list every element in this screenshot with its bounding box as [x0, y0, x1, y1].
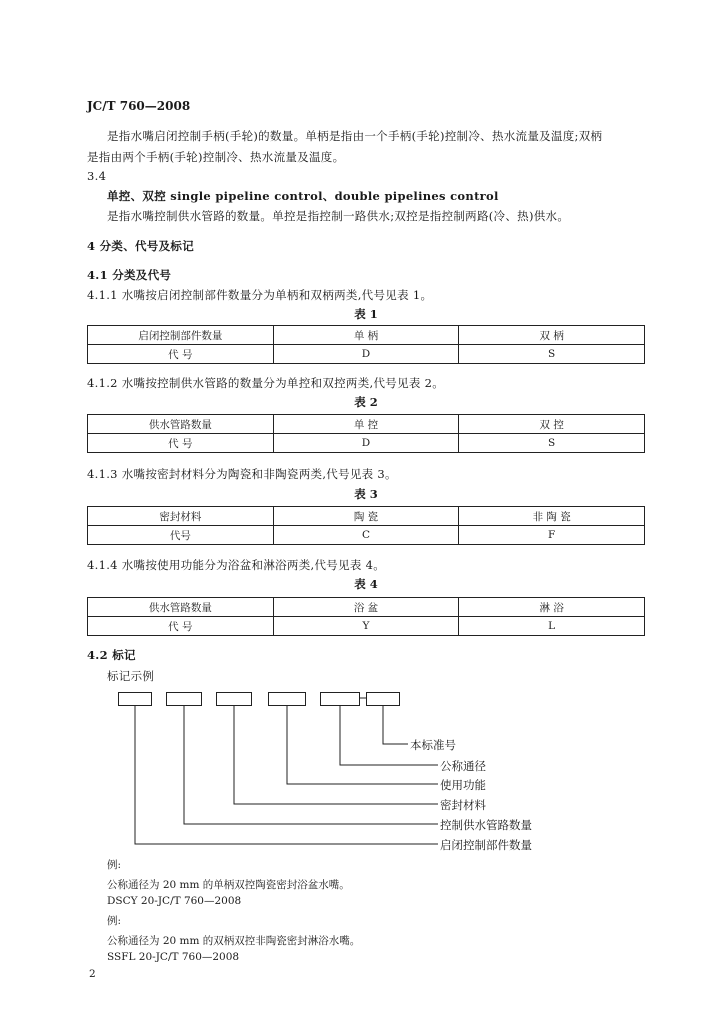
table-cell: 代 号	[88, 617, 274, 636]
diagram-label: 启闭控制部件数量	[440, 838, 532, 852]
table-cell: 供水管路数量	[88, 415, 274, 434]
document-header: JC/T 760—2008	[87, 99, 191, 113]
diagram-label: 使用功能	[440, 778, 486, 792]
term-definition: 是指水嘴控制供水管路的数量。单控是指控制一路供水;双控是指控制两路(冷、热)供水。	[107, 209, 570, 223]
table-cell: 单 柄	[273, 326, 459, 345]
leader-line-standard-number	[383, 706, 408, 744]
table-cell: 淋 浴	[459, 598, 645, 617]
leader-line-seal-material	[234, 706, 438, 804]
table-cell: Y	[273, 617, 459, 636]
clause-text: 4.1.1 水嘴按启闭控制部件数量分为单柄和双柄两类,代号见表 1。	[87, 288, 433, 302]
subsection-heading: 4.2 标记	[87, 648, 136, 662]
table-cell: 陶 瓷	[273, 507, 459, 526]
table-cell: 单 控	[273, 415, 459, 434]
example-label: 例:	[107, 915, 122, 927]
table-cell: 代 号	[88, 434, 274, 453]
table-cell: 双 柄	[459, 326, 645, 345]
clause-text: 4.1.3 水嘴按密封材料分为陶瓷和非陶瓷两类,代号见表 3。	[87, 467, 397, 481]
section-heading: 4 分类、代号及标记	[87, 239, 195, 253]
diagram-label: 密封材料	[440, 798, 486, 812]
example-description: 公称通径为 20 mm 的双柄双控非陶瓷密封淋浴水嘴。	[107, 935, 361, 947]
table-cell: 代号	[88, 526, 274, 545]
table-caption: 表 1	[354, 307, 378, 321]
paragraph-line: 是指由两个手柄(手轮)控制冷、热水流量及温度。	[87, 150, 345, 164]
table-cell: D	[273, 345, 459, 364]
leader-line-nominal-diameter	[340, 706, 438, 765]
page-number: 2	[89, 968, 96, 980]
diagram-label: 本标准号	[410, 738, 456, 752]
example-description: 公称通径为 20 mm 的单柄双控陶瓷密封浴盆水嘴。	[107, 879, 350, 891]
paragraph-line: 是指水嘴启闭控制手柄(手轮)的数量。单柄是指由一个手柄(手轮)控制冷、热水流量及温度;双柄	[107, 129, 603, 143]
table-cell: 密封材料	[88, 507, 274, 526]
diagram-label: 控制供水管路数量	[440, 818, 532, 832]
example-title: 标记示例	[107, 669, 155, 683]
subsection-heading: 4.1 分类及代号	[87, 268, 172, 282]
table-cell: 非 陶 瓷	[459, 507, 645, 526]
term-heading: 单控、双控 single pipeline control、double pipelines control	[107, 189, 499, 203]
table-caption: 表 4	[354, 577, 378, 591]
table-caption: 表 3	[354, 487, 378, 501]
table-cell: 代 号	[88, 345, 274, 364]
table-cell: 浴 盆	[273, 598, 459, 617]
table-cell: 双 控	[459, 415, 645, 434]
example-label: 例:	[107, 859, 122, 871]
table-cell: S	[459, 345, 645, 364]
section-number: 3.4	[87, 169, 107, 183]
table-cell: C	[273, 526, 459, 545]
clause-text: 4.1.4 水嘴按使用功能分为浴盆和淋浴两类,代号见表 4。	[87, 558, 386, 572]
table-cell: D	[273, 434, 459, 453]
table-cell: 启闭控制部件数量	[88, 326, 274, 345]
table-caption: 表 2	[354, 395, 378, 409]
example-code: SSFL 20-JC/T 760—2008	[107, 951, 240, 963]
clause-text: 4.1.2 水嘴按控制供水管路的数量分为单控和双控两类,代号见表 2。	[87, 376, 445, 390]
diagram-label: 公称通径	[440, 759, 486, 773]
table-cell: 供水管路数量	[88, 598, 274, 617]
example-code: DSCY 20-JC/T 760—2008	[107, 895, 242, 907]
table-cell: F	[459, 526, 645, 545]
table-cell: S	[459, 434, 645, 453]
table-cell: L	[459, 617, 645, 636]
